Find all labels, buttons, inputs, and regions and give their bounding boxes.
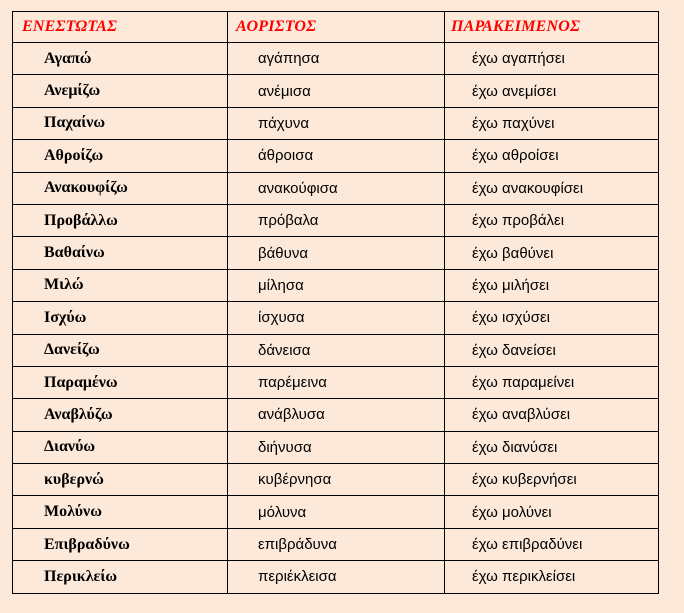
table-row	[13, 561, 659, 593]
table-row	[13, 399, 659, 431]
present-tense-cell: Ισχύω	[13, 302, 228, 334]
present-tense-cell: Μολύνω	[13, 496, 228, 528]
perfect-tense-cell: έχω μιλήσει	[445, 269, 659, 301]
aorist-tense-cell: ανακούφισα	[228, 172, 445, 204]
perfect-tense-cell: έχω αναβλύσει	[445, 399, 659, 431]
present-tense-cell: Δανείζω	[13, 334, 228, 366]
perfect-tense-cell: έχω ισχύσει	[445, 302, 659, 334]
aorist-tense-cell: μίλησα	[228, 269, 445, 301]
aorist-tense-cell: παρέμεινα	[228, 366, 445, 398]
present-tense-cell: Ανακουφίζω	[13, 172, 228, 204]
present-tense-cell: Αναβλύζω	[13, 399, 228, 431]
table-row	[13, 302, 659, 334]
aorist-tense-cell: δάνεισα	[228, 334, 445, 366]
aorist-tense-cell: άθροισα	[228, 140, 445, 172]
aorist-tense-cell: περιέκλεισα	[228, 561, 445, 593]
present-tense-cell: Επιβραδύνω	[13, 528, 228, 560]
aorist-tense-cell: πάχυνα	[228, 107, 445, 139]
header-perfect-tense: ΠΑΡΑΚΕΙΜΕΝΟΣ	[445, 12, 659, 43]
aorist-tense-cell: βάθυνα	[228, 237, 445, 269]
table-row	[13, 366, 659, 398]
table-row	[13, 172, 659, 204]
present-tense-cell: Μιλώ	[13, 269, 228, 301]
header-row	[13, 12, 659, 43]
table-row	[13, 140, 659, 172]
perfect-tense-cell: έχω αγαπήσει	[445, 43, 659, 75]
perfect-tense-cell: έχω δανείσει	[445, 334, 659, 366]
aorist-tense-cell: επιβράδυνα	[228, 528, 445, 560]
header-aorist-tense: ΑΟΡΙΣΤΟΣ	[228, 12, 445, 43]
perfect-tense-cell: έχω ανεμίσει	[445, 75, 659, 107]
present-tense-cell: Ανεμίζω	[13, 75, 228, 107]
aorist-tense-cell: ανέμισα	[228, 75, 445, 107]
perfect-tense-cell: έχω βαθύνει	[445, 237, 659, 269]
present-tense-cell: Περικλείω	[13, 561, 228, 593]
aorist-tense-cell: πρόβαλα	[228, 204, 445, 236]
table-row	[13, 75, 659, 107]
present-tense-cell: Αγαπώ	[13, 43, 228, 75]
table-row	[13, 334, 659, 366]
present-tense-cell: Διανύω	[13, 431, 228, 463]
perfect-tense-cell: έχω διανύσει	[445, 431, 659, 463]
perfect-tense-cell: έχω παχύνει	[445, 107, 659, 139]
present-tense-cell: Αθροίζω	[13, 140, 228, 172]
aorist-tense-cell: αγάπησα	[228, 43, 445, 75]
present-tense-cell: Προβάλλω	[13, 204, 228, 236]
aorist-tense-cell: ανάβλυσα	[228, 399, 445, 431]
present-tense-cell: Βαθαίνω	[13, 237, 228, 269]
table-row	[13, 237, 659, 269]
perfect-tense-cell: έχω αθροίσει	[445, 140, 659, 172]
present-tense-cell: κυβερνώ	[13, 464, 228, 496]
perfect-tense-cell: έχω ανακουφίσει	[445, 172, 659, 204]
aorist-tense-cell: μόλυνα	[228, 496, 445, 528]
perfect-tense-cell: έχω κυβερνήσει	[445, 464, 659, 496]
table-row	[13, 43, 659, 75]
table-row	[13, 464, 659, 496]
present-tense-cell: Παραμένω	[13, 366, 228, 398]
table-row	[13, 431, 659, 463]
header-present-tense: ΕΝΕΣΤΩΤΑΣ	[13, 12, 228, 43]
perfect-tense-cell: έχω μολύνει	[445, 496, 659, 528]
perfect-tense-cell: έχω προβάλει	[445, 204, 659, 236]
table-row	[13, 107, 659, 139]
aorist-tense-cell: ίσχυσα	[228, 302, 445, 334]
aorist-tense-cell: διήνυσα	[228, 431, 445, 463]
table-row	[13, 496, 659, 528]
table-row	[13, 528, 659, 560]
verb-tense-table	[12, 11, 659, 594]
table-row	[13, 269, 659, 301]
present-tense-cell: Παχαίνω	[13, 107, 228, 139]
table-row	[13, 204, 659, 236]
perfect-tense-cell: έχω παραμείνει	[445, 366, 659, 398]
aorist-tense-cell: κυβέρνησα	[228, 464, 445, 496]
perfect-tense-cell: έχω επιβραδύνει	[445, 528, 659, 560]
perfect-tense-cell: έχω περικλείσει	[445, 561, 659, 593]
